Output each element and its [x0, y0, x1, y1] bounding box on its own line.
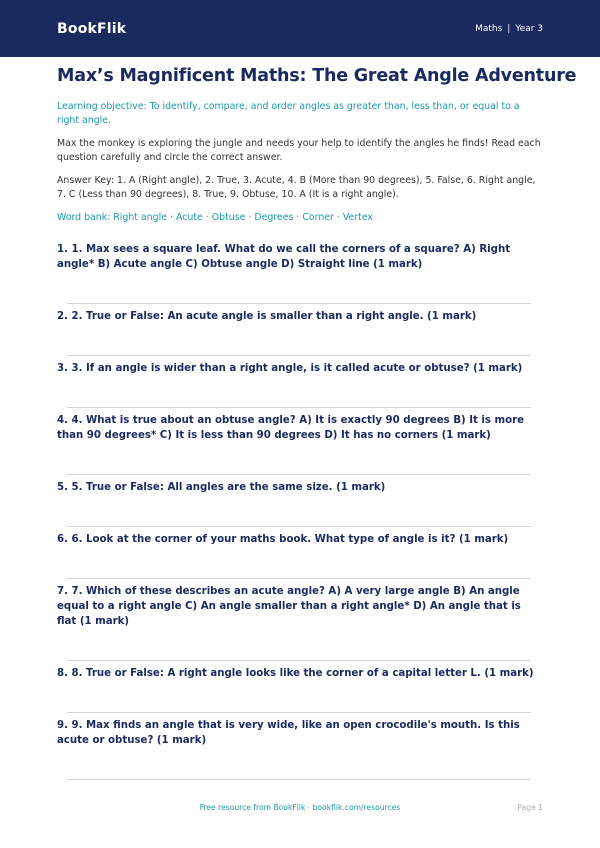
learning-objective: Learning objective: To identify, compare, and order angles as greater than, less than, or equal to a right angle. [57, 101, 520, 126]
question-3: 3. 3. If an angle is wider than a right angle, is it called acute or obtuse? (1 mark) [57, 363, 523, 374]
page-footer [0, 801, 600, 815]
meta-separator: | [507, 23, 511, 34]
answer-line[interactable] [67, 660, 531, 661]
page-number: Page 1 [517, 803, 543, 812]
answer-line[interactable] [67, 779, 531, 780]
question-8: 8. 8. True or False: A right angle looks like the corner of a capital letter L. (1 mark) [57, 668, 534, 679]
word-bank-separator: · [205, 212, 209, 223]
word-bank-separator: · [248, 212, 252, 223]
footer-link[interactable]: Free resource from BookFlik · bookflik.com/resources [199, 803, 401, 812]
word-bank-separator: · [296, 212, 300, 223]
word-bank-item: Degrees [254, 212, 294, 223]
year-label: Year 3 [515, 23, 543, 34]
question-1: 1. 1. Max sees a square leaf. What do we call the corners of a square? A) Right angle* B) Acute angle C) Obtuse angle D) Straight line (1 mark) [57, 244, 511, 270]
word-bank-item: Obtuse [211, 212, 246, 223]
question-5: 5. 5. True or False: All angles are the same size. (1 mark) [57, 482, 386, 493]
subject-label: Maths [475, 23, 503, 34]
word-bank-item: Acute [175, 212, 203, 223]
intro-text: Max the monkey is exploring the jungle and needs your help to identify the angles he finds! Read each question carefully and circle the correct answer. [57, 138, 541, 163]
word-bank-separator: · [169, 212, 173, 223]
answer-line[interactable] [67, 578, 531, 579]
question-6: 6. 6. Look at the corner of your maths book. What type of angle is it? (1 mark) [57, 534, 509, 545]
word-bank-separator: · [336, 212, 340, 223]
word-bank-item: Right angle [113, 212, 167, 223]
answer-line[interactable] [67, 474, 531, 475]
answer-line[interactable] [67, 355, 531, 356]
answer-line[interactable] [67, 407, 531, 408]
header-meta [475, 24, 543, 34]
page-header [0, 0, 600, 57]
word-bank [57, 211, 543, 225]
brand-logo[interactable]: BookFlik [57, 20, 127, 37]
question-list [57, 242, 543, 780]
word-bank-item: Vertex [342, 212, 374, 223]
word-bank-label: Word bank: [57, 212, 111, 223]
answer-line[interactable] [67, 712, 531, 713]
question-7: 7. 7. Which of these describes an acute angle? A) A very large angle B) An angle equal to a right angle C) An angle smaller than a right angle* D) An angle that is flat (1 mark) [57, 586, 521, 627]
answer-line[interactable] [67, 303, 531, 304]
worksheet-title: Max’s Magnificent Maths: The Great Angle Adventure [57, 66, 577, 86]
question-4: 4. 4. What is true about an obtuse angle? A) It is exactly 90 degrees B) It is more than 90 degrees* C) It is less than 90 degrees D) It has no corners (1 mark) [57, 415, 525, 441]
word-bank-item: Corner [302, 212, 334, 223]
answer-line[interactable] [67, 526, 531, 527]
worksheet-content [57, 64, 577, 780]
answer-key: Answer Key: 1. A (Right angle), 2. True, 3. Acute, 4. B (More than 90 degrees), 5. False, 6. Right angle, 7. C (Less than 90 degrees), 8. True, 9. Obtuse, 10. A (It is a right angle). [57, 175, 536, 200]
question-2: 2. 2. True or False: An acute angle is smaller than a right angle. (1 mark) [57, 311, 477, 322]
question-9: 9. 9. Max finds an angle that is very wide, like an open crocodile's mouth. Is this acute or obtuse? (1 mark) [57, 720, 520, 746]
